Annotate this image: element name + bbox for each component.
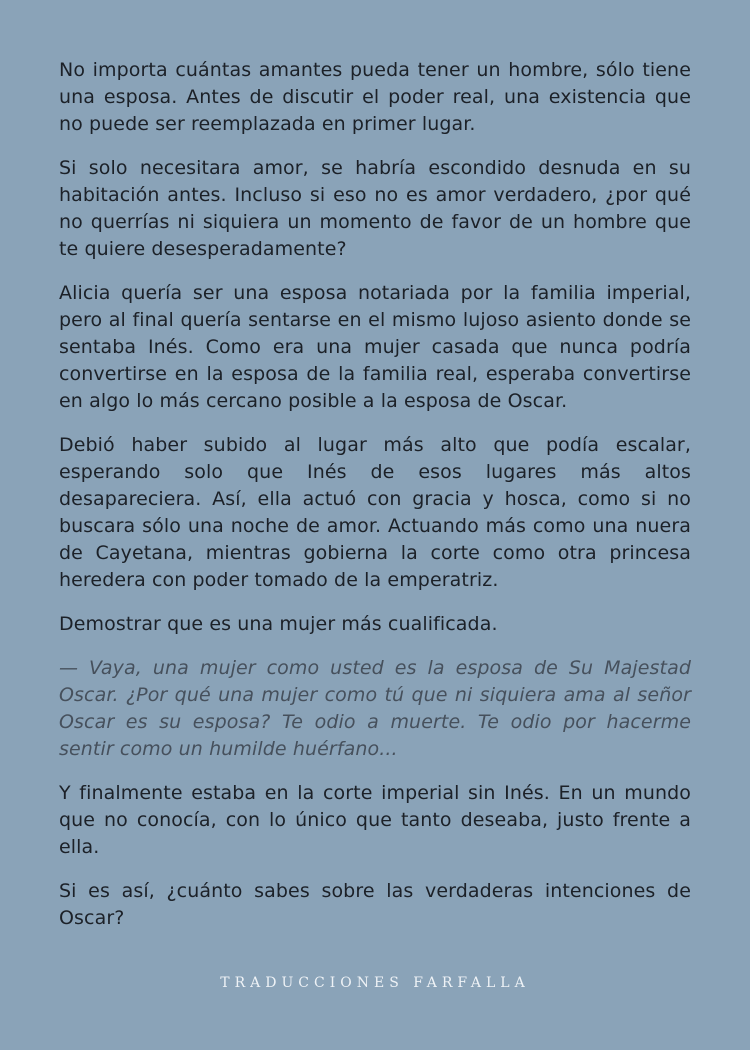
paragraph-8: Si es así, ¿cuánto sabes sobre las verdaderas intenciones de Oscar? (59, 880, 691, 929)
paragraph-3: Alicia quería ser una esposa notariada por la familia imperial, pero al final quería sentarse en el mismo lujoso asiento donde se sentaba Inés. Como era una mujer casada que nunca podría convertirse en la esposa de la familia real, esperaba convertirse en algo lo más cercano posible a la esposa de Oscar. (59, 282, 691, 412)
page-body (59, 57, 691, 949)
footer-credit: TRADUCCIONES FARFALLA (220, 975, 530, 991)
dialogue-paragraph: — Vaya, una mujer como usted es la esposa de Su Majestad Oscar. ¿Por qué una mujer como tú que ni siquiera ama al señor Oscar es su esposa? Te odio a muerte. Te odio por hacerme sentir como un humilde huérfano... (59, 657, 691, 760)
paragraph-2: Si solo necesitara amor, se habría escondido desnuda en su habitación antes. Incluso si eso no es amor verdadero, ¿por qué no querrías ni siquiera un momento de favor de un hombre que te quiere desesperadamente? (59, 157, 691, 260)
paragraph-5: Demostrar que es una mujer más cualificada. (59, 613, 498, 635)
paragraph-4: Debió haber subido al lugar más alto que podía escalar, esperando solo que Inés de esos lugares más altos desapareciera. Así, ella actuó con gracia y hosca, como si no buscara sólo una noche de amor. Actuando más como una nuera de Cayetana, mientras gobierna la corte como otra princesa heredera con poder tomado de la emperatriz. (59, 434, 691, 591)
paragraph-1: No importa cuántas amantes pueda tener un hombre, sólo tiene una esposa. Antes de discutir el poder real, una existencia que no puede ser reemplazada en primer lugar. (59, 59, 691, 135)
paragraph-7: Y finalmente estaba en la corte imperial sin Inés. En un mundo que no conocía, con lo único que tanto deseaba, justo frente a ella. (59, 782, 691, 858)
